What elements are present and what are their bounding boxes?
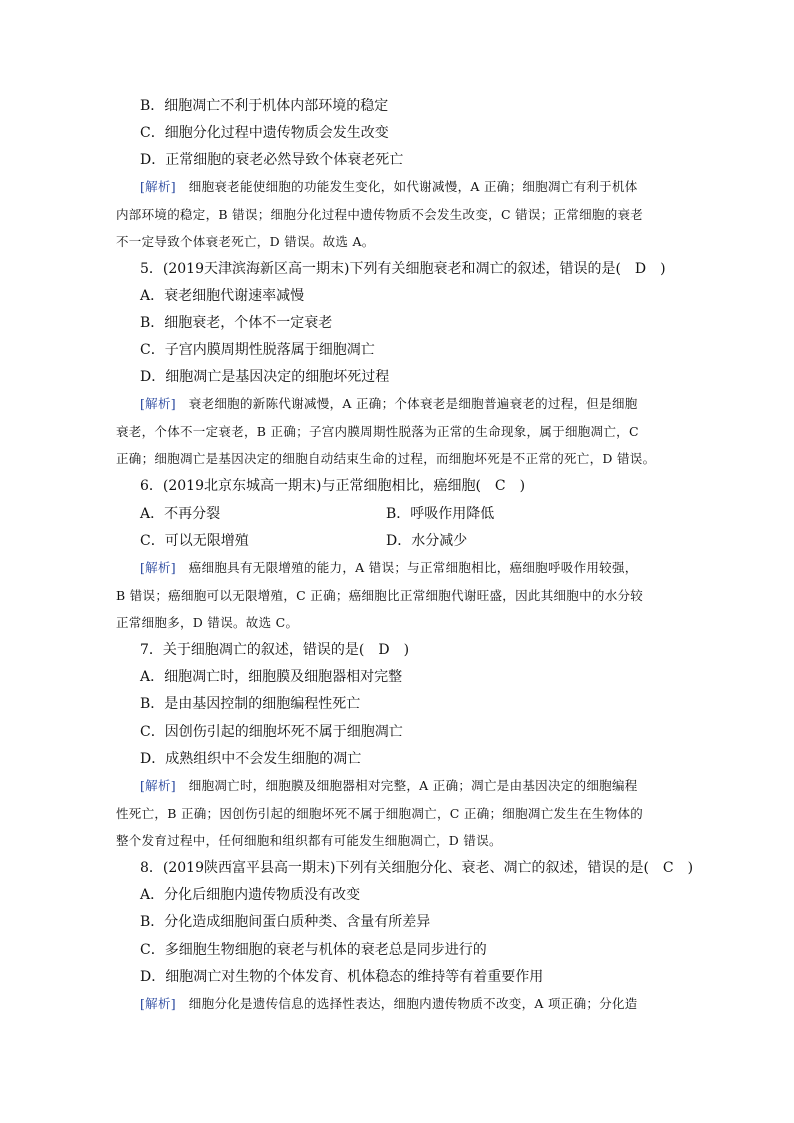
explanation-line (140, 178, 638, 196)
text-line (140, 722, 403, 742)
line-text: B．是由基因控制的细胞编程性死亡 (140, 696, 361, 712)
text-line (140, 667, 402, 687)
line-text: C．因创伤引起的细胞坏死不属于细胞凋亡 (140, 724, 403, 740)
text-line (116, 450, 655, 468)
text-line (140, 286, 304, 306)
line-text: 衰老细胞的新陈代谢减慢，A 正确；个体衰老是细胞普遍衰老的过程，但是细胞 (175, 396, 638, 411)
text-line (140, 940, 487, 960)
line-text: A．衰老细胞代谢速率减慢 (140, 288, 305, 304)
line-text: 不一定导致个体衰老死亡，D 错误。故选 A。 (116, 234, 375, 249)
question-line (140, 259, 666, 279)
text-line (140, 504, 220, 524)
explanation-tag: [解析] (140, 560, 176, 575)
text-line (116, 233, 375, 251)
line-text: 整个发育过程中，任何细胞和组织都有可能发生细胞凋亡，D 错误。 (116, 833, 502, 848)
line-text: 正常细胞多，D 错误。故选 C。 (116, 615, 299, 630)
line-text: 细胞分化是遗传信息的选择性表达，细胞内遗传物质不改变，A 项正确；分化造 (175, 996, 638, 1011)
line-text: B 错误；癌细胞可以无限增殖，C 正确；癌细胞比正常细胞代谢旺盛，因此其细胞中的水分较 (116, 588, 644, 603)
text-line (116, 805, 643, 823)
explanation-line (140, 395, 638, 413)
line-text: D．成熟组织中不会发生细胞的凋亡 (140, 751, 362, 767)
explanation-tag: [解析] (140, 996, 176, 1011)
text-line (140, 313, 332, 333)
line-text: D．细胞凋亡是基因决定的细胞坏死过程 (140, 369, 390, 385)
text-line (140, 531, 249, 551)
line-text: 7．关于细胞凋亡的叙述，错误的是( D ) (140, 642, 410, 658)
explanation-tag: [解析] (140, 396, 176, 411)
line-text: D．水分减少 (386, 533, 468, 549)
question-line (140, 640, 409, 660)
text-line (140, 967, 543, 987)
text-line (116, 587, 643, 605)
explanation-tag: [解析] (140, 778, 176, 793)
line-text: 正确；细胞凋亡是基因决定的细胞自动结束生命的过程，而细胞坏死是不正常的死亡，D 错误。 (116, 451, 656, 466)
explanation-tag: [解析] (140, 179, 176, 194)
text-line (116, 614, 298, 632)
line-text: 性死亡，B 正确；因创伤引起的细胞坏死不属于细胞凋亡，C 正确；细胞凋亡发生在生物体的 (116, 806, 644, 821)
line-text: C．可以无限增殖 (140, 533, 249, 549)
explanation-line (140, 777, 638, 795)
text-line (140, 912, 430, 932)
line-text: A．细胞凋亡时，细胞膜及细胞器相对完整 (140, 669, 403, 685)
line-text: 细胞衰老能使细胞的功能发生变化，如代谢减慢，A 正确；细胞凋亡有利于机体 (175, 179, 638, 194)
explanation-line (140, 995, 638, 1013)
question-line (140, 476, 525, 496)
line-text: A．不再分裂 (140, 506, 221, 522)
line-text: C．多细胞生物细胞的衰老与机体的衰老总是同步进行的 (140, 942, 487, 958)
text-line (386, 531, 467, 551)
text-line (140, 150, 403, 170)
line-text: 6．(2019北京东城高一期末)与正常细胞相比，癌细胞( C ) (140, 478, 526, 494)
text-line (116, 423, 639, 441)
text-line (386, 504, 494, 524)
line-text: 8．(2019陕西富平县高一期末)下列有关细胞分化、衰老、凋亡的叙述，错误的是( C ) (140, 860, 694, 876)
line-text: B．分化造成细胞间蛋白质种类、含量有所差异 (140, 914, 431, 930)
line-text: B．细胞衰老，个体不一定衰老 (140, 315, 333, 331)
text-line (140, 367, 389, 387)
line-text: 癌细胞具有无限增殖的能力，A 错误；与正常细胞相比，癌细胞呼吸作用较强， (175, 560, 638, 575)
line-text: D．细胞凋亡对生物的个体发育、机体稳态的维持等有着重要作用 (140, 969, 544, 985)
line-text: A．分化后细胞内遗传物质没有改变 (140, 887, 361, 903)
explanation-line (140, 559, 638, 577)
line-text: 衰老，个体不一定衰老，B 正确；子宫内膜周期性脱落为正常的生命现象，属于细胞凋亡，C (116, 424, 639, 439)
text-line (116, 206, 643, 224)
line-text: C．子宫内膜周期性脱落属于细胞凋亡 (140, 342, 375, 358)
line-text: 内部环境的稳定，B 错误；细胞分化过程中遗传物质不会发生改变，C 错误；正常细胞的衰老 (116, 207, 644, 222)
text-line (116, 832, 502, 850)
text-line (140, 694, 360, 714)
text-line (140, 123, 389, 143)
line-text: C．细胞分化过程中遗传物质会发生改变 (140, 125, 389, 141)
line-text: D．正常细胞的衰老必然导致个体衰老死亡 (140, 152, 404, 168)
text-line (140, 885, 360, 905)
line-text: B．细胞凋亡不利于机体内部环境的稳定 (140, 98, 389, 114)
line-text: 5．(2019天津滨海新区高一期末)下列有关细胞衰老和凋亡的叙述，错误的是( D ) (140, 261, 666, 277)
text-line (140, 96, 388, 116)
line-text: B．呼吸作用降低 (386, 506, 495, 522)
question-line (140, 858, 693, 878)
text-line (140, 749, 361, 769)
line-text: 细胞凋亡时，细胞膜及细胞器相对完整，A 正确；凋亡是由基因决定的细胞编程 (175, 778, 638, 793)
text-line (140, 340, 375, 360)
